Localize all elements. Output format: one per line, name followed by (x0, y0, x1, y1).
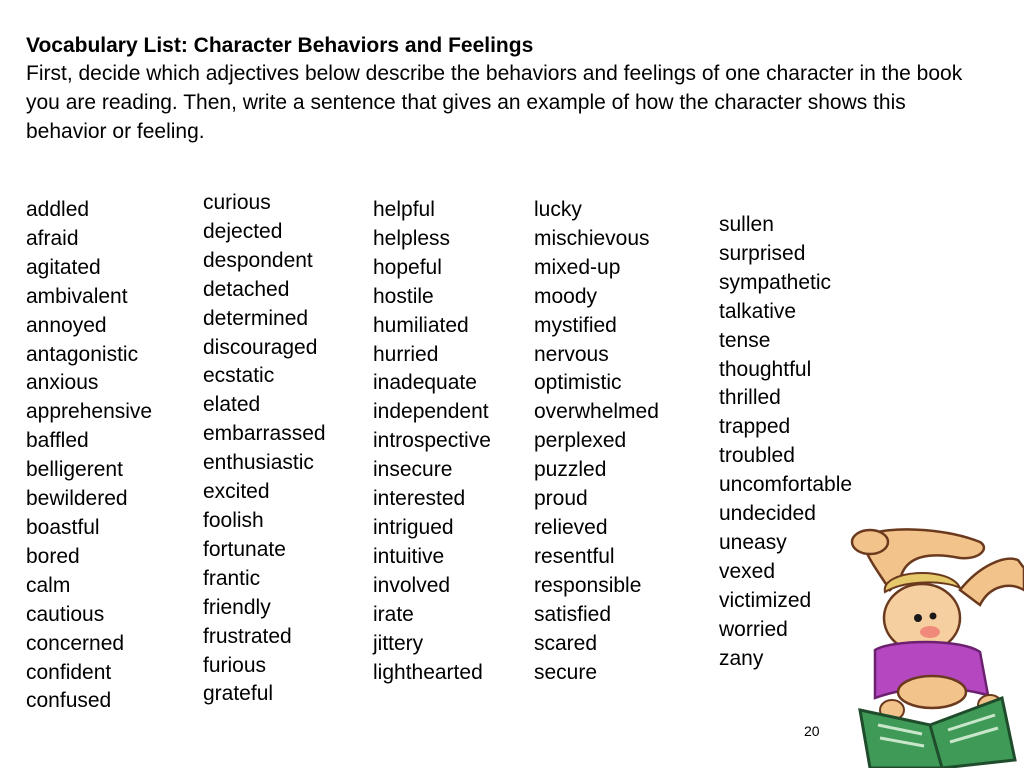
adjective-item: dejected (203, 219, 283, 243)
adjective-item: mixed-up (534, 255, 621, 279)
adjective-item: thoughtful (719, 357, 812, 381)
adjective-item: boastful (26, 515, 100, 539)
adjective-column-3 (373, 196, 491, 687)
adjective-item: excited (203, 480, 270, 504)
adjective-item: puzzled (534, 458, 607, 482)
adjective-item: apprehensive (26, 400, 153, 424)
adjective-item: anxious (26, 371, 99, 395)
adjective-item: interested (373, 487, 466, 511)
adjective-item: perplexed (534, 429, 627, 453)
adjective-item: zany (719, 646, 764, 670)
adjective-item: hopeful (373, 255, 442, 279)
adjective-item: lucky (534, 198, 582, 221)
adjective-item: determined (203, 306, 309, 330)
adjective-item: introspective (373, 429, 491, 453)
adjective-item: confused (26, 689, 112, 713)
adjective-column-4 (534, 196, 659, 687)
adjective-item: grateful (203, 682, 274, 706)
adjective-item: scared (534, 631, 598, 655)
adjective-item: antagonistic (26, 342, 139, 366)
adjective-item: agitated (26, 255, 101, 279)
instructions-text: First, decide which adjectives below describe the behaviors and feelings of one character in the book you are reading. Then, write a sentence that gives an example of how the character shows this behavior or feeling. (26, 62, 963, 143)
adjective-item: foolish (203, 508, 264, 532)
adjective-item: troubled (719, 444, 795, 468)
adjective-item: surprised (719, 241, 806, 265)
adjective-item: secure (534, 660, 598, 684)
adjective-item: responsible (534, 573, 642, 597)
adjective-item: cautious (26, 602, 105, 626)
adjective-item: inadequate (373, 371, 477, 395)
adjective-item: enthusiastic (203, 451, 314, 475)
adjective-item: belligerent (26, 458, 123, 482)
adjective-item: mischievous (534, 226, 650, 250)
adjective-item: satisfied (534, 602, 612, 626)
adjective-item: intuitive (373, 544, 445, 568)
adjective-item: sullen (719, 213, 774, 236)
adjective-item: proud (534, 487, 588, 511)
adjective-item: curious (203, 191, 271, 214)
adjective-item: intrigued (373, 515, 454, 539)
adjective-item: discouraged (203, 335, 318, 359)
adjective-item: furious (203, 653, 267, 677)
adjective-column-2 (203, 189, 326, 709)
adjective-item: jittery (373, 631, 424, 655)
adjective-item: tense (719, 328, 771, 352)
adjective-item: uncomfortable (719, 473, 853, 497)
adjective-item: victimized (719, 588, 812, 612)
adjective-column-1 (26, 196, 152, 716)
adjective-item: addled (26, 198, 90, 221)
page-number: 20 (804, 723, 820, 739)
adjective-item: optimistic (534, 371, 622, 395)
adjective-item: insecure (373, 458, 453, 482)
child-cheek (920, 626, 940, 638)
adjective-item: nervous (534, 342, 609, 366)
adjective-item: calm (26, 573, 71, 597)
adjective-item: worried (719, 617, 788, 641)
adjective-item: embarrassed (203, 422, 326, 446)
adjective-item: sympathetic (719, 270, 832, 294)
adjective-item: humiliated (373, 313, 469, 337)
adjective-item: hostile (373, 284, 434, 308)
adjective-item: lighthearted (373, 660, 483, 684)
adjective-item: overwhelmed (534, 400, 659, 424)
adjective-item: moody (534, 284, 598, 308)
adjective-item: relieved (534, 515, 608, 539)
adjective-item: mystified (534, 313, 617, 337)
adjective-item: fortunate (203, 537, 286, 561)
child-foot (852, 530, 888, 554)
adjective-item: detached (203, 277, 290, 301)
reading-child-illustration (830, 520, 1024, 768)
adjective-item: trapped (719, 415, 791, 439)
adjective-item: hurried (373, 342, 439, 366)
adjective-item: concerned (26, 631, 125, 655)
adjective-item: helpful (373, 198, 435, 221)
adjective-item: friendly (203, 595, 271, 619)
adjective-item: helpless (373, 226, 451, 250)
adjective-item: irate (373, 602, 414, 626)
child-leg-right (960, 559, 1024, 605)
child-eye (914, 614, 922, 622)
adjective-item: annoyed (26, 313, 107, 337)
adjective-item: bewildered (26, 487, 128, 511)
adjective-item: despondent (203, 248, 313, 272)
adjective-item: bored (26, 544, 80, 568)
adjective-item: involved (373, 573, 451, 597)
adjective-item: independent (373, 400, 489, 424)
adjective-item: frustrated (203, 624, 292, 648)
adjective-item: ambivalent (26, 284, 128, 308)
adjective-item: ecstatic (203, 364, 275, 388)
adjective-item: frantic (203, 566, 261, 590)
adjective-item: elated (203, 393, 261, 417)
adjective-item: talkative (719, 299, 797, 323)
adjective-item: confident (26, 660, 112, 684)
page-title: Vocabulary List: Character Behaviors and Feelings (26, 34, 534, 57)
adjective-item: afraid (26, 226, 79, 250)
adjective-item: vexed (719, 559, 776, 583)
adjective-item: undecided (719, 502, 816, 526)
child-belly (898, 676, 966, 708)
adjective-item: baffled (26, 429, 89, 453)
adjective-item: uneasy (719, 530, 787, 554)
adjective-item: resentful (534, 544, 615, 568)
adjective-item: thrilled (719, 386, 781, 410)
